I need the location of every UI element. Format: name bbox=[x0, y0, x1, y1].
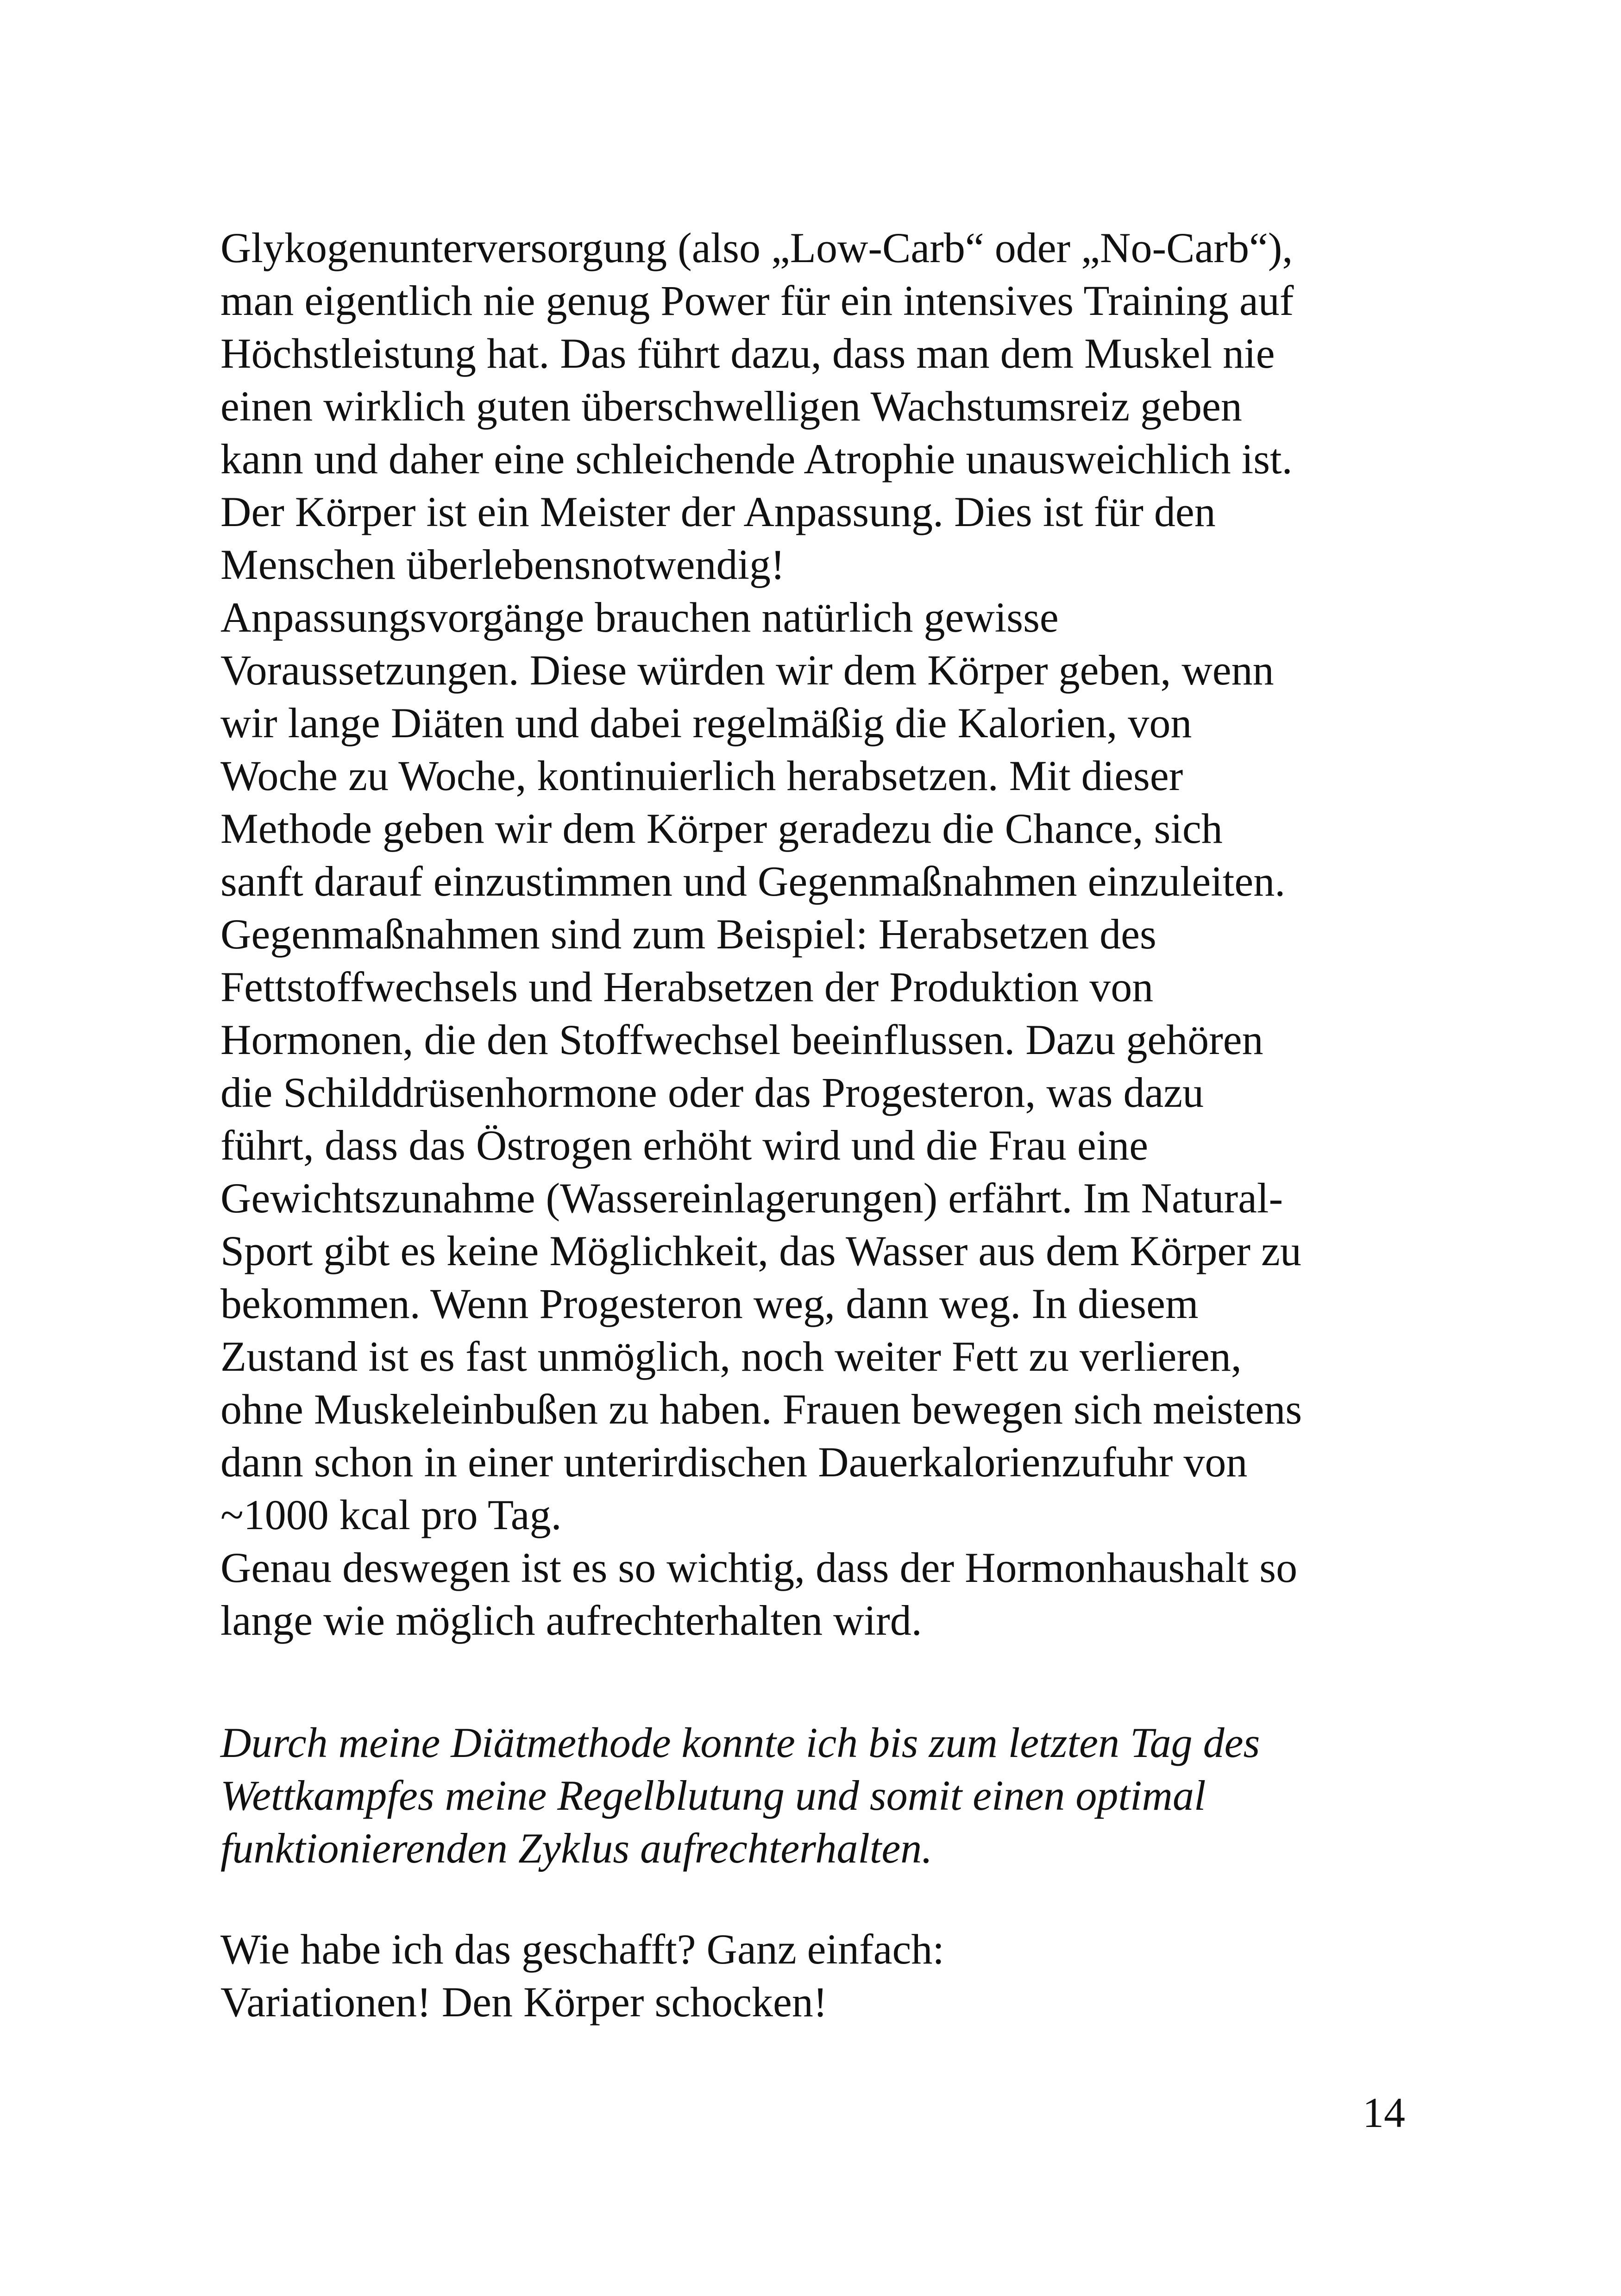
text-line: Durch meine Diätmethode konnte ich bis zum letzten Tag des bbox=[220, 1719, 1260, 1766]
text-line: Zustand ist es fast unmöglich, noch weiter Fett zu verlieren, bbox=[220, 1333, 1242, 1380]
text-line: kann und daher eine schleichende Atrophie unausweichlich ist. bbox=[220, 435, 1293, 483]
text-line: Menschen überlebensnotwendig! bbox=[220, 541, 785, 588]
text-line: Methode geben wir dem Körper geradezu die Chance, sich bbox=[220, 805, 1223, 852]
text-line: Voraussetzungen. Diese würden wir dem Körper geben, wenn bbox=[220, 646, 1274, 694]
text-line: Wie habe ich das geschafft? Ganz einfach: bbox=[220, 1926, 944, 1973]
text-line: führt, dass das Östrogen erhöht wird und die Frau eine bbox=[220, 1122, 1149, 1169]
text-line: Fettstoffwechsels und Herabsetzen der Produktion von bbox=[220, 963, 1154, 1010]
text-line: Höchstleistung hat. Das führt dazu, dass man dem Muskel nie bbox=[220, 330, 1275, 377]
italic-paragraph bbox=[220, 1716, 1406, 1875]
text-line: Gegenmaßnahmen sind zum Beispiel: Herabsetzen des bbox=[220, 910, 1156, 958]
text-line: ~1000 kcal pro Tag. bbox=[220, 1491, 562, 1538]
text-line: wir lange Diäten und dabei regelmäßig die Kalorien, von bbox=[220, 699, 1192, 747]
text-line: sanft darauf einzustimmen und Gegenmaßnahmen einzuleiten. bbox=[220, 858, 1286, 905]
text-line: Der Körper ist ein Meister der Anpassung. Dies ist für den bbox=[220, 488, 1216, 535]
text-line: Glykogenunterversorgung (also „Low-Carb“ oder „No-Carb“), bbox=[220, 224, 1293, 271]
text-line: Sport gibt es keine Möglichkeit, das Wasser aus dem Körper zu bbox=[220, 1227, 1301, 1274]
text-line: ohne Muskeleinbußen zu haben. Frauen bewegen sich meistens bbox=[220, 1386, 1302, 1433]
text-line: bekommen. Wenn Progesteron weg, dann weg. In diesem bbox=[220, 1280, 1199, 1327]
text-line: funktionierenden Zyklus aufrechterhalten. bbox=[220, 1825, 933, 1872]
text-line: Woche zu Woche, kontinuierlich herabsetzen. Mit dieser bbox=[220, 752, 1183, 799]
text-line: Gewichtszunahme (Wassereinlagerungen) erfährt. Im Natural- bbox=[220, 1174, 1283, 1222]
body-paragraph bbox=[220, 221, 1406, 1647]
text-line: Anpassungsvorgänge brauchen natürlich gewisse bbox=[220, 594, 1059, 641]
text-line: man eigentlich nie genug Power für ein intensives Training auf bbox=[220, 277, 1294, 324]
text-line: einen wirklich guten überschwelligen Wachstumsreiz geben bbox=[220, 383, 1242, 430]
text-line: lange wie möglich aufrechterhalten wird. bbox=[220, 1597, 922, 1644]
text-line: Variationen! Den Körper schocken! bbox=[220, 1978, 828, 2026]
page-number: 14 bbox=[1363, 2089, 1405, 2136]
text-line: die Schilddrüsenhormone oder das Progesteron, was dazu bbox=[220, 1069, 1204, 1116]
closing-paragraph bbox=[220, 1923, 1406, 2028]
text-line: dann schon in einer unterirdischen Dauerkalorienzufuhr von bbox=[220, 1438, 1248, 1486]
text-line: Hormonen, die den Stoffwechsel beeinflussen. Dazu gehören bbox=[220, 1016, 1263, 1063]
text-line: Wettkampfes meine Regelblutung und somit einen optimal bbox=[220, 1772, 1206, 1819]
text-line: Genau deswegen ist es so wichtig, dass der Hormonhaushalt so bbox=[220, 1544, 1298, 1591]
